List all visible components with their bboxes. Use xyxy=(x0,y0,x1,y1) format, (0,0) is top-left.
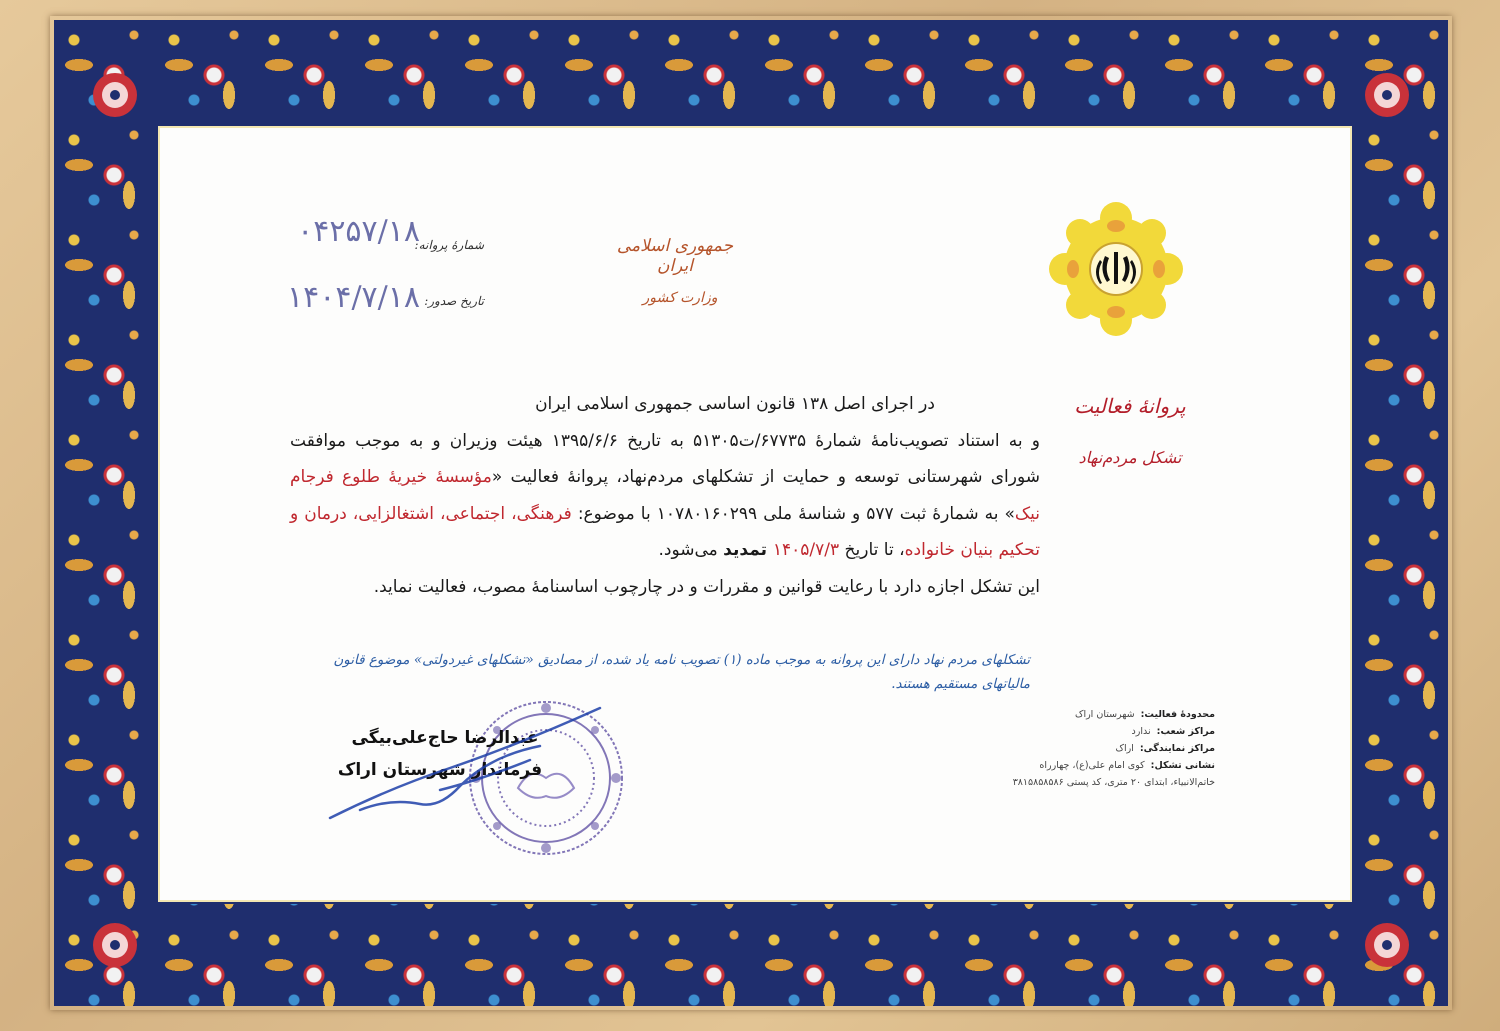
body-paragraph-4: ، تا تاریخ xyxy=(839,540,905,560)
ministry-heading: وزارت کشور xyxy=(642,290,718,306)
body-paragraph-5: می‌شود. xyxy=(658,540,724,560)
title-line-2: تشکل مردم‌نهاد xyxy=(1078,448,1182,467)
title-line-1: پروانهٔ فعالیت xyxy=(1074,394,1186,418)
certificate-body xyxy=(290,386,1040,605)
extension-word: تمدید xyxy=(723,540,773,560)
tax-notice: تشکلهای مردم نهاد دارای این پروانه به موجب ماده (۱) تصویب نامه یاد شده، از مصادیق «تشکلهای غیردولتی» موضوع قانون مالیاتهای مستقیم هستند. xyxy=(333,652,1030,692)
license-number-label: شمارهٔ پروانه: xyxy=(414,238,484,252)
emblem-icon xyxy=(1045,198,1187,340)
until-date: ۱۴۰۵/۷/۳ xyxy=(772,540,840,560)
country-heading: جمهوری اسلامی ایران xyxy=(616,236,734,276)
corner-ornament-top-left xyxy=(80,60,150,130)
body-paragraph-3: » به شمارهٔ ثبت ۵۷۷ و شناسهٔ ملی ۱۰۷۸۰۱۶۰۲۹۹ با موضوع: xyxy=(577,503,1015,524)
scope-label: محدودهٔ فعالیت: xyxy=(1140,709,1215,720)
branches-label: مراکز شعب: xyxy=(1156,726,1215,737)
signatory-name: عبدالرضا حاج‌علی‌بیگی xyxy=(351,728,539,748)
info-block xyxy=(1010,706,1215,791)
body-paragraph-2: و به استناد تصویب‌نامهٔ شمارهٔ ۶۷۷۳۵/ت۵۱۳۰۵ به تاریخ ۱۳۹۵/۶/۶ هیئت وزیران و به موجب موافقت شورای شهرستانی توسعه و حمایت از تشکلهای مردم‌نهاد، پروانهٔ فعالیت « xyxy=(290,430,1040,487)
corner-ornament-bottom-left xyxy=(80,910,150,980)
representatives-value: اراک xyxy=(1115,743,1134,754)
corner-ornament-top-right xyxy=(1352,60,1422,130)
branches-value: ندارد xyxy=(1131,726,1151,737)
address-value: کوی امام علی(ع)، چهارراه خاتم‌الانبیاء، ابتدای ۲۰ متری، کد پستی ۳۸۱۵۸۵۸۵۸۶ xyxy=(1012,760,1215,788)
license-number-value: ۰۴۲۵۷/۱۸ xyxy=(297,214,420,249)
handwritten-signature xyxy=(320,700,640,830)
signatory-title: فرماندار شهرستان اراک xyxy=(337,760,543,780)
issue-date-value: ۱۴۰۴/۷/۱۸ xyxy=(286,280,420,315)
body-paragraph-1: در اجرای اصل ۱۳۸ قانون اساسی جمهوری اسلامی ایران xyxy=(535,394,935,414)
representatives-label: مراکز نمایندگی: xyxy=(1139,743,1215,754)
issue-date-label: تاریخ صدور: xyxy=(424,294,484,308)
subjects: فرهنگی، اجتماعی، اشتغالزایی، درمان و تحکیم بنیان خانواده xyxy=(290,503,1040,560)
organization-name: مؤسسهٔ خیریهٔ طلوع فرجام نیک xyxy=(290,467,1040,524)
corner-ornament-bottom-right xyxy=(1352,910,1422,980)
address-label: نشانی تشکل: xyxy=(1150,760,1215,771)
body-paragraph-6: این تشکل اجازه دارد با رعایت قوانین و مقررات و در چارچوب اساسنامهٔ مصوب، فعالیت نماید. xyxy=(373,576,1040,597)
scope-value: شهرستان اراک xyxy=(1074,709,1135,720)
